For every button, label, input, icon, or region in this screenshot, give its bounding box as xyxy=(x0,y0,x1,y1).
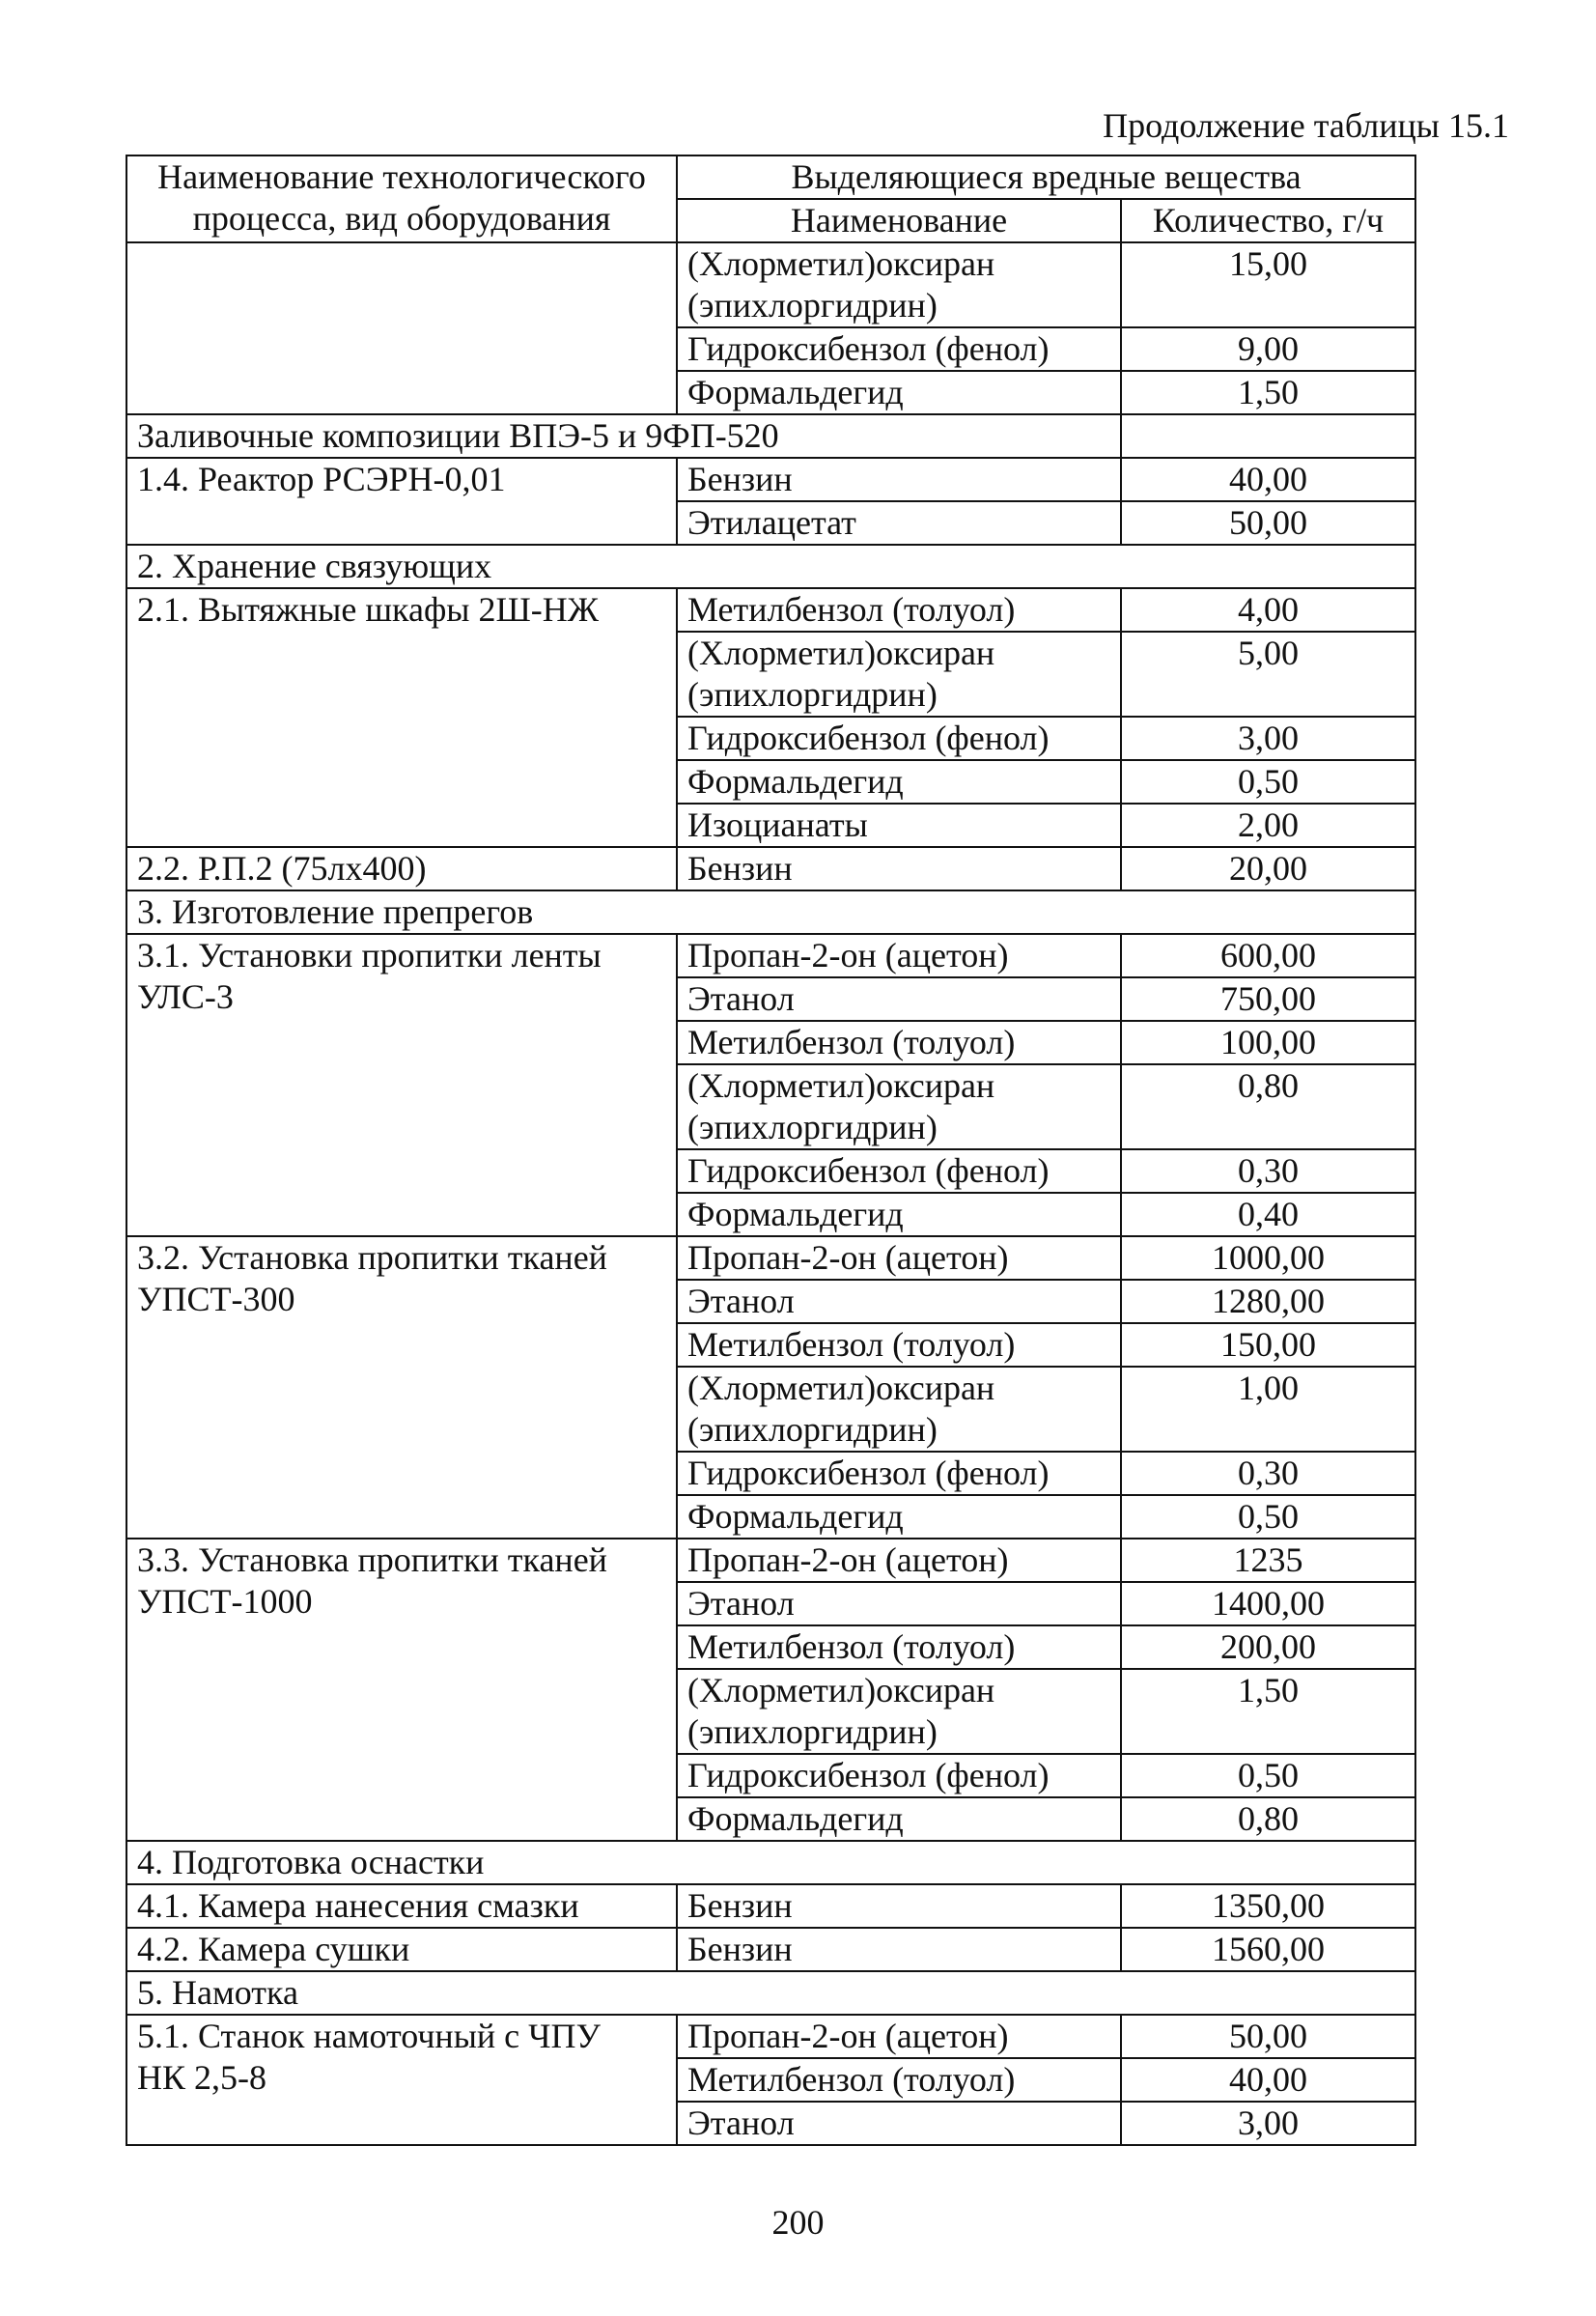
substance-quantity: 0,30 xyxy=(1121,1149,1415,1193)
header-row xyxy=(126,155,1415,199)
substance-quantity: 0,30 xyxy=(1121,1452,1415,1495)
substance-name: (Хлорметил)оксиран (эпихлоргидрин) xyxy=(677,632,1121,717)
substance-name: (Хлорметил)оксиран (эпихлоргидрин) xyxy=(677,242,1121,327)
substance-name: Бензин xyxy=(677,1884,1121,1928)
substance-name: Метилбензол (толуол) xyxy=(677,1021,1121,1064)
substance-name: Пропан-2-он (ацетон) xyxy=(677,1236,1121,1280)
header-name: Наименование xyxy=(677,199,1121,242)
process-cell: 3.2. Установка пропитки тканей УПСТ-300 xyxy=(126,1236,677,1539)
section-row xyxy=(126,545,1415,588)
substance-quantity: 1400,00 xyxy=(1121,1582,1415,1625)
substance-quantity: 0,50 xyxy=(1121,760,1415,804)
section-row xyxy=(126,414,1415,458)
substance-quantity: 4,00 xyxy=(1121,588,1415,632)
section-row xyxy=(126,1971,1415,2015)
substance-name: Бензин xyxy=(677,847,1121,890)
table-row xyxy=(126,2015,1415,2058)
emissions-table xyxy=(126,155,1416,2146)
table-row xyxy=(126,588,1415,632)
process-cell: 3.1. Установки пропитки ленты УЛС-3 xyxy=(126,934,677,1236)
substance-name: (Хлорметил)оксиран (эпихлоргидрин) xyxy=(677,1367,1121,1452)
process-cell: 4.2. Камера сушки xyxy=(126,1928,677,1971)
table-row xyxy=(126,1539,1415,1582)
process-cell: 3.3. Установка пропитки тканей УПСТ-1000 xyxy=(126,1539,677,1841)
substance-quantity: 600,00 xyxy=(1121,934,1415,977)
process-cell: 4.1. Камера нанесения смазки xyxy=(126,1884,677,1928)
substance-name: Формальдегид xyxy=(677,760,1121,804)
empty-cell xyxy=(1121,414,1415,458)
table-row xyxy=(126,1884,1415,1928)
process-cell xyxy=(126,242,677,414)
substance-name: (Хлорметил)оксиран (эпихлоргидрин) xyxy=(677,1669,1121,1754)
substance-name: Формальдегид xyxy=(677,1193,1121,1236)
substance-name: Изоцианаты xyxy=(677,804,1121,847)
substance-name: Гидроксибензол (фенол) xyxy=(677,1754,1121,1797)
table-row xyxy=(126,847,1415,890)
table-row xyxy=(126,1928,1415,1971)
substance-name: Формальдегид xyxy=(677,1495,1121,1539)
substance-quantity: 1235 xyxy=(1121,1539,1415,1582)
substance-quantity: 1,50 xyxy=(1121,371,1415,414)
substance-quantity: 750,00 xyxy=(1121,977,1415,1021)
substance-quantity: 40,00 xyxy=(1121,2058,1415,2102)
table-body xyxy=(126,242,1415,2145)
process-cell: 2.1. Вытяжные шкафы 2Ш-НЖ xyxy=(126,588,677,847)
substance-name: Этанол xyxy=(677,1582,1121,1625)
section-label: 5. Намотка xyxy=(126,1971,1415,2015)
substance-quantity: 50,00 xyxy=(1121,2015,1415,2058)
section-row xyxy=(126,890,1415,934)
substance-quantity: 1000,00 xyxy=(1121,1236,1415,1280)
substance-name: Пропан-2-он (ацетон) xyxy=(677,2015,1121,2058)
substance-name: Метилбензол (толуол) xyxy=(677,1323,1121,1367)
substance-quantity: 0,80 xyxy=(1121,1064,1415,1149)
substance-quantity: 0,40 xyxy=(1121,1193,1415,1236)
page-number: 200 xyxy=(771,2203,825,2242)
substance-name: Гидроксибензол (фенол) xyxy=(677,327,1121,371)
substance-name: (Хлорметил)оксиран (эпихлоргидрин) xyxy=(677,1064,1121,1149)
substance-name: Этанол xyxy=(677,2102,1121,2145)
substance-quantity: 40,00 xyxy=(1121,458,1415,501)
substance-name: Пропан-2-он (ацетон) xyxy=(677,934,1121,977)
substance-quantity: 150,00 xyxy=(1121,1323,1415,1367)
table-caption: Продолжение таблицы 15.1 xyxy=(1103,106,1509,145)
process-cell: 2.2. Р.П.2 (75лх400) xyxy=(126,847,677,890)
table-row xyxy=(126,242,1415,327)
substance-name: Метилбензол (толуол) xyxy=(677,1625,1121,1669)
substance-quantity: 15,00 xyxy=(1121,242,1415,327)
substance-name: Пропан-2-он (ацетон) xyxy=(677,1539,1121,1582)
substance-quantity: 50,00 xyxy=(1121,501,1415,545)
substance-quantity: 3,00 xyxy=(1121,2102,1415,2145)
section-label: Заливочные композиции ВПЭ-5 и 9ФП-520 xyxy=(126,414,1121,458)
substance-quantity: 20,00 xyxy=(1121,847,1415,890)
table-row xyxy=(126,934,1415,977)
substance-quantity: 1350,00 xyxy=(1121,1884,1415,1928)
substance-quantity: 200,00 xyxy=(1121,1625,1415,1669)
header-emissions: Выделяющиеся вредные вещества xyxy=(677,155,1415,199)
substance-name: Метилбензол (толуол) xyxy=(677,588,1121,632)
section-label: 2. Хранение связующих xyxy=(126,545,1415,588)
substance-quantity: 100,00 xyxy=(1121,1021,1415,1064)
header-quantity: Количество, г/ч xyxy=(1121,199,1415,242)
substance-name: Метилбензол (толуол) xyxy=(677,2058,1121,2102)
process-cell: 5.1. Станок намоточный с ЧПУ НК 2,5-8 xyxy=(126,2015,677,2145)
substance-quantity: 1,00 xyxy=(1121,1367,1415,1452)
substance-name: Гидроксибензол (фенол) xyxy=(677,1149,1121,1193)
substance-name: Этанол xyxy=(677,977,1121,1021)
header-process: Наименование технологического процесса, вид оборудования xyxy=(126,155,677,242)
substance-quantity: 0,50 xyxy=(1121,1495,1415,1539)
substance-quantity: 9,00 xyxy=(1121,327,1415,371)
section-label: 4. Подготовка оснастки xyxy=(126,1841,1415,1884)
substance-quantity: 0,50 xyxy=(1121,1754,1415,1797)
substance-name: Этанол xyxy=(677,1280,1121,1323)
substance-name: Гидроксибензол (фенол) xyxy=(677,1452,1121,1495)
substance-name: Гидроксибензол (фенол) xyxy=(677,717,1121,760)
substance-name: Этилацетат xyxy=(677,501,1121,545)
substance-quantity: 5,00 xyxy=(1121,632,1415,717)
substance-quantity: 1,50 xyxy=(1121,1669,1415,1754)
substance-quantity: 1280,00 xyxy=(1121,1280,1415,1323)
table-row xyxy=(126,458,1415,501)
section-row xyxy=(126,1841,1415,1884)
substance-quantity: 3,00 xyxy=(1121,717,1415,760)
substance-name: Бензин xyxy=(677,458,1121,501)
substance-name: Бензин xyxy=(677,1928,1121,1971)
table-row xyxy=(126,1236,1415,1280)
section-label: 3. Изготовление препрегов xyxy=(126,890,1415,934)
substance-name: Формальдегид xyxy=(677,371,1121,414)
substance-quantity: 2,00 xyxy=(1121,804,1415,847)
substance-quantity: 1560,00 xyxy=(1121,1928,1415,1971)
process-cell: 1.4. Реактор РСЭРН-0,01 xyxy=(126,458,677,545)
substance-quantity: 0,80 xyxy=(1121,1797,1415,1841)
substance-name: Формальдегид xyxy=(677,1797,1121,1841)
